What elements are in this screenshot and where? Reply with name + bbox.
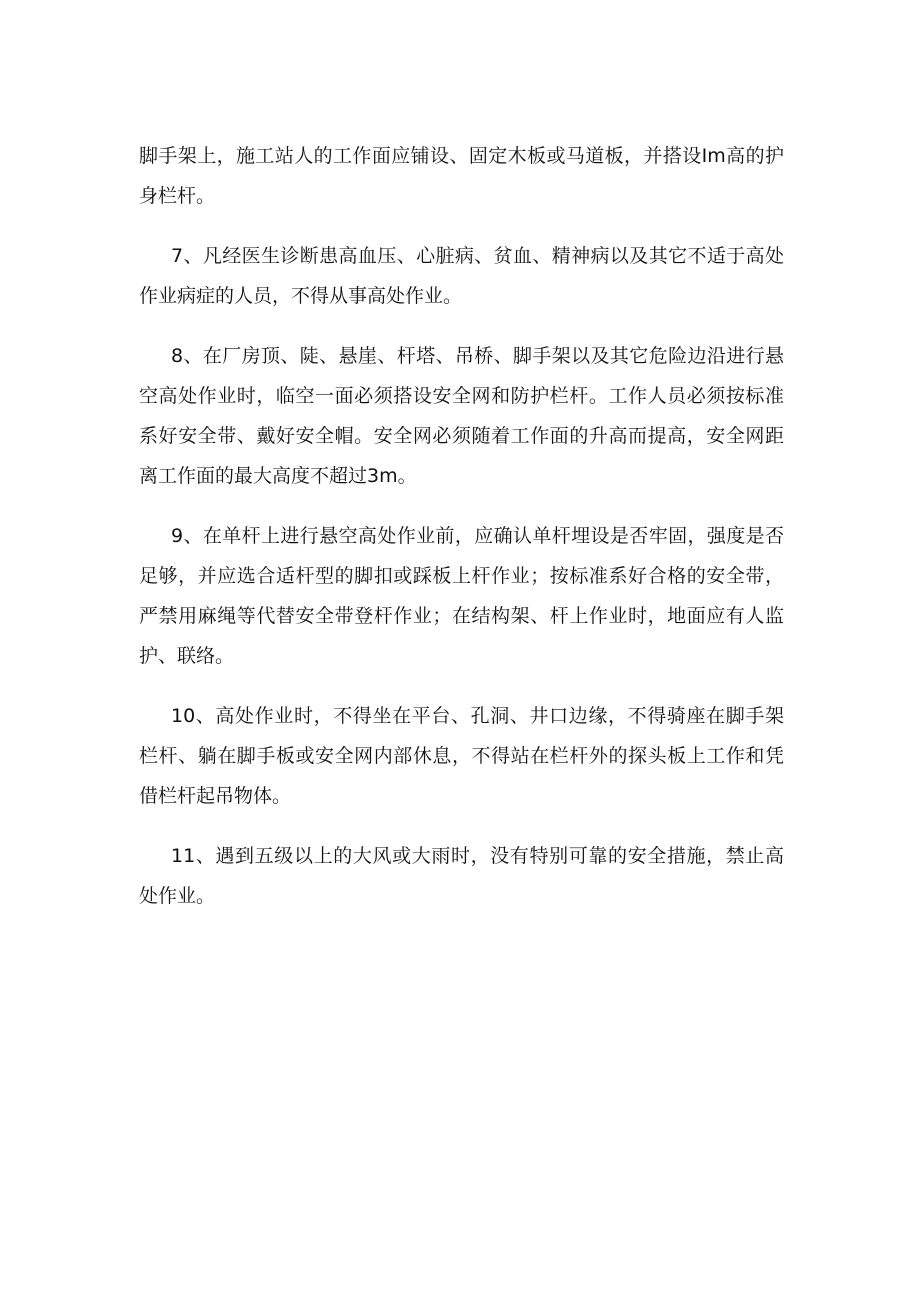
paragraph-item-8: 8、在厂房顶、陡、悬崖、杆塔、吊桥、脚手架以及其它危险边沿进行悬空高处作业时，临空一面必须搭设安全网和防护栏杆。工作人员必须按标准系好安全带、戴好安全帽。安全网必须随着工作面的升高而提高，安全网距离工作面的最大高度不超过3m。 [139,345,784,487]
paragraph-item-10: 10、高处作业时，不得坐在平台、孔洞、井口边缘，不得骑座在脚手架栏杆、躺在脚手板或安全网内部休息，不得站在栏杆外的探头板上工作和凭借栏杆起吊物体。 [139,705,784,807]
paragraph-continuation: 脚手架上，施工站人的工作面应铺设、固定木板或马道板，并搭设Im高的护身栏杆。 [139,145,784,207]
paragraph-item-9: 9、在单杆上进行悬空高处作业前，应确认单杆埋设是否牢固，强度是否足够，并应选合适杆型的脚扣或踩板上杆作业；按标准系好合格的安全带，严禁用麻绳等代替安全带登杆作业；在结构架、杆上作业时，地面应有人监护、联络。 [139,525,784,667]
paragraph-item-11: 11、遇到五级以上的大风或大雨时，没有特别可靠的安全措施，禁止高处作业。 [139,845,784,907]
document-body [139,136,784,916]
paragraph-item-7: 7、凡经医生诊断患高血压、心脏病、贫血、精神病以及其它不适于高处作业病症的人员，不得从事高处作业。 [139,245,784,307]
